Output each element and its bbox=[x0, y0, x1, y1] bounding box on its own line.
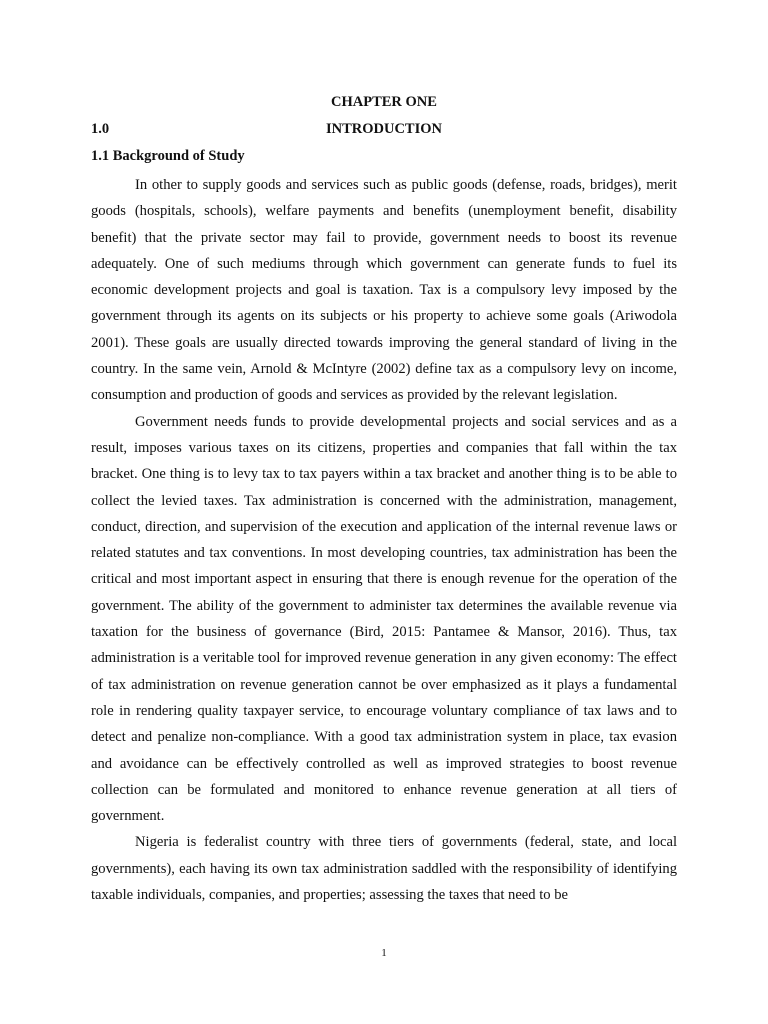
section-number: 1.0 bbox=[91, 121, 110, 137]
body-text bbox=[91, 172, 677, 908]
background-heading: 1.1 Background of Study bbox=[91, 148, 245, 164]
paragraph-2: Government needs funds to provide developmental projects and social services and as a result, imposes various taxes on its citizens, properties and companies that fall within the tax bracket. One thing is to levy tax to tax payers within a tax bracket and another thing is to be able to collect the levied taxes. Tax administration is concerned with the administration, management, conduct, direction, and supervision of the execution and application of the internal revenue laws or related statutes and tax conventions. In most developing countries, tax administration has been the critical and most important aspect in ensuring that there is enough revenue for the operation of the government. The ability of the government to administer tax determines the available revenue via taxation for the business of governance (Bird, 2015: Pantamee & Mansor, 2016). Thus, tax administration is a veritable tool for improved revenue generation in any given economy: The effect of tax administration on revenue generation cannot be over emphasized as it plays a fundamental role in rendering quality taxpayer service, to encourage voluntary compliance of tax laws and to detect and penalize non-compliance. With a good tax administration system in place, tax evasion and avoidance can be effectively controlled as well as improved strategies to boost revenue collection can be formulated and monitored to enhance revenue generation at all tiers of government. bbox=[91, 413, 677, 825]
page-number: 1 bbox=[381, 947, 387, 959]
paragraph-1: In other to supply goods and services such as public goods (defense, roads, bridges), merit goods (hospitals, schools), welfare payments and benefits (unemployment benefit, disability benefit) that the private sector may fail to provide, government needs to boost its revenue adequately. One of such mediums through which government can generate funds to fuel its economic development projects and goal is taxation. Tax is a compulsory levy imposed by the government through its agents on its subjects or his property to achieve some goals (Ariwodola 2001). These goals are usually directed towards improving the general standard of living in the country. In the same vein, Arnold & McIntyre (2002) define tax as a compulsory levy on income, consumption and production of goods and services as provided by the relevant legislation. bbox=[91, 177, 677, 404]
chapter-title: CHAPTER ONE bbox=[331, 94, 437, 110]
paragraph-3: Nigeria is federalist country with three tiers of governments (federal, state, and local governments), each having its own tax administration saddled with the responsibility of identifying taxable individuals, companies, and properties; assessing the taxes that need to be bbox=[91, 834, 677, 904]
introduction-heading: INTRODUCTION bbox=[325, 121, 442, 137]
